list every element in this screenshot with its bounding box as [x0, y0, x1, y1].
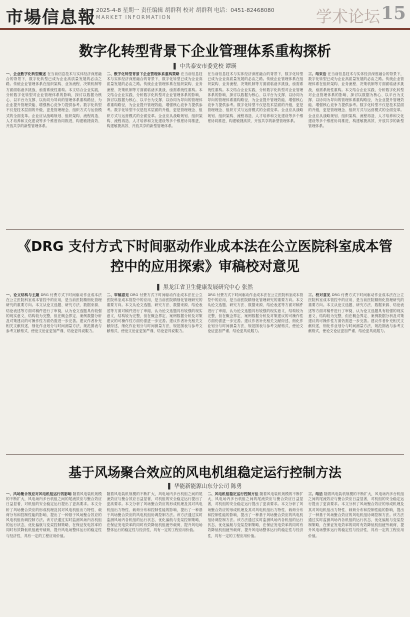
article-1-text: 在当前信息技术与实体经济深度融合的背景下，数字化转型已成为企业高质量发展的必由之路。传统企业管理体系在组织架构、业务流程、决策机制等方面面临诸多挑战，亟需系统性重构。本文结合企业实践，分析数字化转型对企业管理体系的影响，探讨以数据为核心、以平台为支撑、以协同为导向的管理体系重构路径，为企业提升管理效能、增强核心竞争力提供参考。数字化转型不仅是技术层面的升级，更是管理理念、组织方式与运营模式的全面变革。企业应从战略规划、组织架构、流程再造、人才培养和文化建设等多个维度协同推进，构建敏捷高效、开放共享的新型管理体系。 — [106, 72, 203, 129]
article-2-subhead: 二、审稿意见 — [106, 293, 129, 297]
page-number: 15 — [380, 3, 406, 24]
article-2-subhead: 三、校对意见 — [308, 293, 331, 297]
article-2-column — [208, 293, 304, 450]
article-1-title: 数字化转型背景下企业管理体系重构探析 — [79, 44, 331, 60]
article-3-subhead: 二、风电机组稳定运行控制方法 — [207, 492, 259, 496]
article-2-text: DRG 付费方式下时间驱动作业成本法在公立医院科室成本管控中的应用，是当前医院精细化管理研究的重要方向。本文从论文选题、研究方法、数据来源、结论表述等方面对稿件进行了审阅，认为论文选题具有较强的现实意义，结构较为完整，但在概念界定、案例数据分析及对策建议的可操作性方面仍需进一步完善。建议作者补充相关文献综述，细化作业划分与时间测量方法，规范图表与参考文献格式，使论文论证更加严谨、结论更具说服力。 — [6, 293, 102, 334]
article-2-column — [107, 293, 203, 450]
section-label: 学术论坛 — [315, 7, 380, 26]
article-3-subhead: 三、结语 — [308, 492, 323, 496]
newspaper-logo: 市場信息報 — [6, 8, 96, 28]
article-2-byline: ▌ 黑龙江省卫生健康发展研究中心 张然 — [157, 285, 253, 291]
article-3-body — [6, 492, 404, 612]
article-2-body — [6, 293, 404, 450]
article-3-column — [6, 492, 102, 612]
divider — [6, 454, 404, 455]
article-1-text: 在当前信息技术与实体经济深度融合的背景下，数字化转型已成为企业高质量发展的必由之路。传统企业管理体系在组织架构、业务流程、决策机制等方面面临诸多挑战，亟需系统性重构。本文结合企业实践，分析数字化转型对企业管理体系的影响，探讨以数据为核心、以平台为支撑、以协同为导向的管理体系重构路径，为企业提升管理效能、增强核心竞争力提供参考。数字化转型不仅是技术层面的升级，更是管理理念、组织方式与运营模式的全面变革。企业应从战略规划、组织架构、流程再造、人才培养和文化建设等多个维度协同推进，构建敏捷高效、开放共享的新型管理体系。 — [207, 72, 304, 123]
article-3-text: 随着风电装机规模的不断扩大，风电场内多台机组之间的尾流效应与聚合效应日益显著，对机组的安全稳定运行提出了更高要求。本文分析了风场聚合效应的形成机理及其对风电机组出力特性、载荷分布和控制性能的影响，提出了一种基于风场聚合效应的风电机组协调控制方法。该方法通过实时监测风场内各机组的运行状态，优化偏航与变桨控制策略，在保证发电效率的同时有效降低机组疲劳载荷，提升风电场整体运行的稳定性与经济性，具有一定的工程应用价值。 — [308, 492, 404, 538]
article-1-column — [107, 72, 203, 225]
article-1-text: 在当前信息技术与实体经济深度融合的背景下，数字化转型已成为企业高质量发展的必由之路。传统企业管理体系在组织架构、业务流程、决策机制等方面面临诸多挑战，亟需系统性重构。本文结合企业实践，分析数字化转型对企业管理体系的影响，探讨以数据为核心、以平台为支撑、以协同为导向的管理体系重构路径，为企业提升管理效能、增强核心竞争力提供参考。数字化转型不仅是技术层面的升级，更是管理理念、组织方式与运营模式的全面变革。企业应从战略规划、组织架构、流程再造、人才培养和文化建设等多个维度协同推进，构建敏捷高效、开放共享的新型管理体系。 — [308, 72, 404, 129]
article-1-subhead: 二、数字化转型背景下企业管理体系重构策略 — [106, 72, 180, 76]
article-2-text: DRG 付费方式下时间驱动作业成本法在公立医院科室成本管控中的应用，是当前医院精细化管理研究的重要方向。本文从论文选题、研究方法、数据来源、结论表述等方面对稿件进行了审阅，认为论文选题具有较强的现实意义，结构较为完整，但在概念界定、案例数据分析及对策建议的可操作性方面仍需进一步完善。建议作者补充相关文献综述，细化作业划分与时间测量方法，规范图表与参考文献格式，使论文论证更加严谨、结论更具说服力。 — [308, 293, 404, 334]
article-3-column — [107, 492, 203, 612]
article-3-text: 随着风电装机规模的不断扩大，风电场内多台机组之间的尾流效应与聚合效应日益显著，对机组的安全稳定运行提出了更高要求。本文分析了风场聚合效应的形成机理及其对风电机组出力特性、载荷分布和控制性能的影响，提出了一种基于风场聚合效应的风电机组协调控制方法。该方法通过实时监测风场内各机组的运行状态，优化偏航与变桨控制策略，在保证发电效率的同时有效降低机组疲劳载荷，提升风电场整体运行的稳定性与经济性，具有一定的工程应用价值。 — [6, 492, 102, 538]
issue-meta: 2025-4-8 星期一 责任编辑 胡群利 校对 胡群利 电话：0451-82468080 — [96, 8, 275, 14]
article-2-subhead: 一、论文结构与主题 — [6, 293, 40, 297]
issue-meta-en: MARKET INFORMATION — [96, 15, 172, 21]
article-3-column — [208, 492, 304, 612]
article-1-column — [308, 72, 404, 225]
article-2-text: DRG 付费方式下时间驱动作业成本法在公立医院科室成本管控中的应用，是当前医院精细化管理研究的重要方向。本文从论文选题、研究方法、数据来源、结论表述等方面对稿件进行了审阅，认为论文选题具有较强的现实意义，结构较为完整，但在概念界定、案例数据分析及对策建议的可操作性方面仍需进一步完善。建议作者补充相关文献综述，细化作业划分与时间测量方法，规范图表与参考文献格式，使论文论证更加严谨、结论更具说服力。 — [207, 293, 304, 334]
article-1-subhead: 一、企业数字化转型概述 — [6, 72, 47, 76]
article-1-column — [208, 72, 304, 225]
article-1-byline: ▌ 中共泰安市委党校 谭瑛 — [173, 64, 237, 70]
article-1-body — [6, 72, 404, 225]
article-3-text: 随着风电装机规模的不断扩大，风电场内多台机组之间的尾流效应与聚合效应日益显著，对机组的安全稳定运行提出了更高要求。本文分析了风场聚合效应的形成机理及其对风电机组出力特性、载荷分布和控制性能的影响，提出了一种基于风场聚合效应的风电机组协调控制方法。该方法通过实时监测风场内各机组的运行状态，优化偏航与变桨控制策略，在保证发电效率的同时有效降低机组疲劳载荷，提升风电场整体运行的稳定性与经济性，具有一定的工程应用价值。 — [106, 492, 203, 533]
article-3-column — [308, 492, 404, 612]
divider — [6, 229, 404, 230]
article-3-subhead: 一、风场聚合效应对风电机组运行的影响 — [6, 492, 72, 496]
article-1-subhead: 三、结束语 — [308, 72, 327, 76]
article-3-text: 随着风电装机规模的不断扩大，风电场内多台机组之间的尾流效应与聚合效应日益显著，对机组的安全稳定运行提出了更高要求。本文分析了风场聚合效应的形成机理及其对风电机组出力特性、载荷分布和控制性能的影响，提出了一种基于风场聚合效应的风电机组协调控制方法。该方法通过实时监测风场内各机组的运行状态，优化偏航与变桨控制策略，在保证发电效率的同时有效降低机组疲劳载荷，提升风电场整体运行的稳定性与经济性，具有一定的工程应用价值。 — [207, 492, 304, 538]
article-2-column — [308, 293, 404, 450]
article-2-title: 《DRG 支付方式下时间驱动作业成本法在公立医院科室成本管控中的应用探索》审稿校对意见 — [17, 239, 393, 275]
article-1-text: 在当前信息技术与实体经济深度融合的背景下，数字化转型已成为企业高质量发展的必由之路。传统企业管理体系在组织架构、业务流程、决策机制等方面面临诸多挑战，亟需系统性重构。本文结合企业实践，分析数字化转型对企业管理体系的影响，探讨以数据为核心、以平台为支撑、以协同为导向的管理体系重构路径，为企业提升管理效能、增强核心竞争力提供参考。数字化转型不仅是技术层面的升级，更是管理理念、组织方式与运营模式的全面变革。企业应从战略规划、组织架构、流程再造、人才培养和文化建设等多个维度协同推进，构建敏捷高效、开放共享的新型管理体系。 — [6, 72, 102, 129]
article-2-column — [6, 293, 102, 450]
article-1-column — [6, 72, 102, 225]
masthead — [0, 0, 410, 30]
article-3-title: 基于风场聚合效应的风电机组稳定运行控制方法 — [68, 466, 342, 481]
article-3-byline: ▌ 华能新能源山东分公司 陈勇 — [168, 484, 242, 490]
article-2-text: DRG 付费方式下时间驱动作业成本法在公立医院科室成本管控中的应用，是当前医院精细化管理研究的重要方向。本文从论文选题、研究方法、数据来源、结论表述等方面对稿件进行了审阅，认为论文选题具有较强的现实意义，结构较为完整，但在概念界定、案例数据分析及对策建议的可操作性方面仍需进一步完善。建议作者补充相关文献综述，细化作业划分与时间测量方法，规范图表与参考文献格式，使论文论证更加严谨、结论更具说服力。 — [106, 293, 203, 334]
